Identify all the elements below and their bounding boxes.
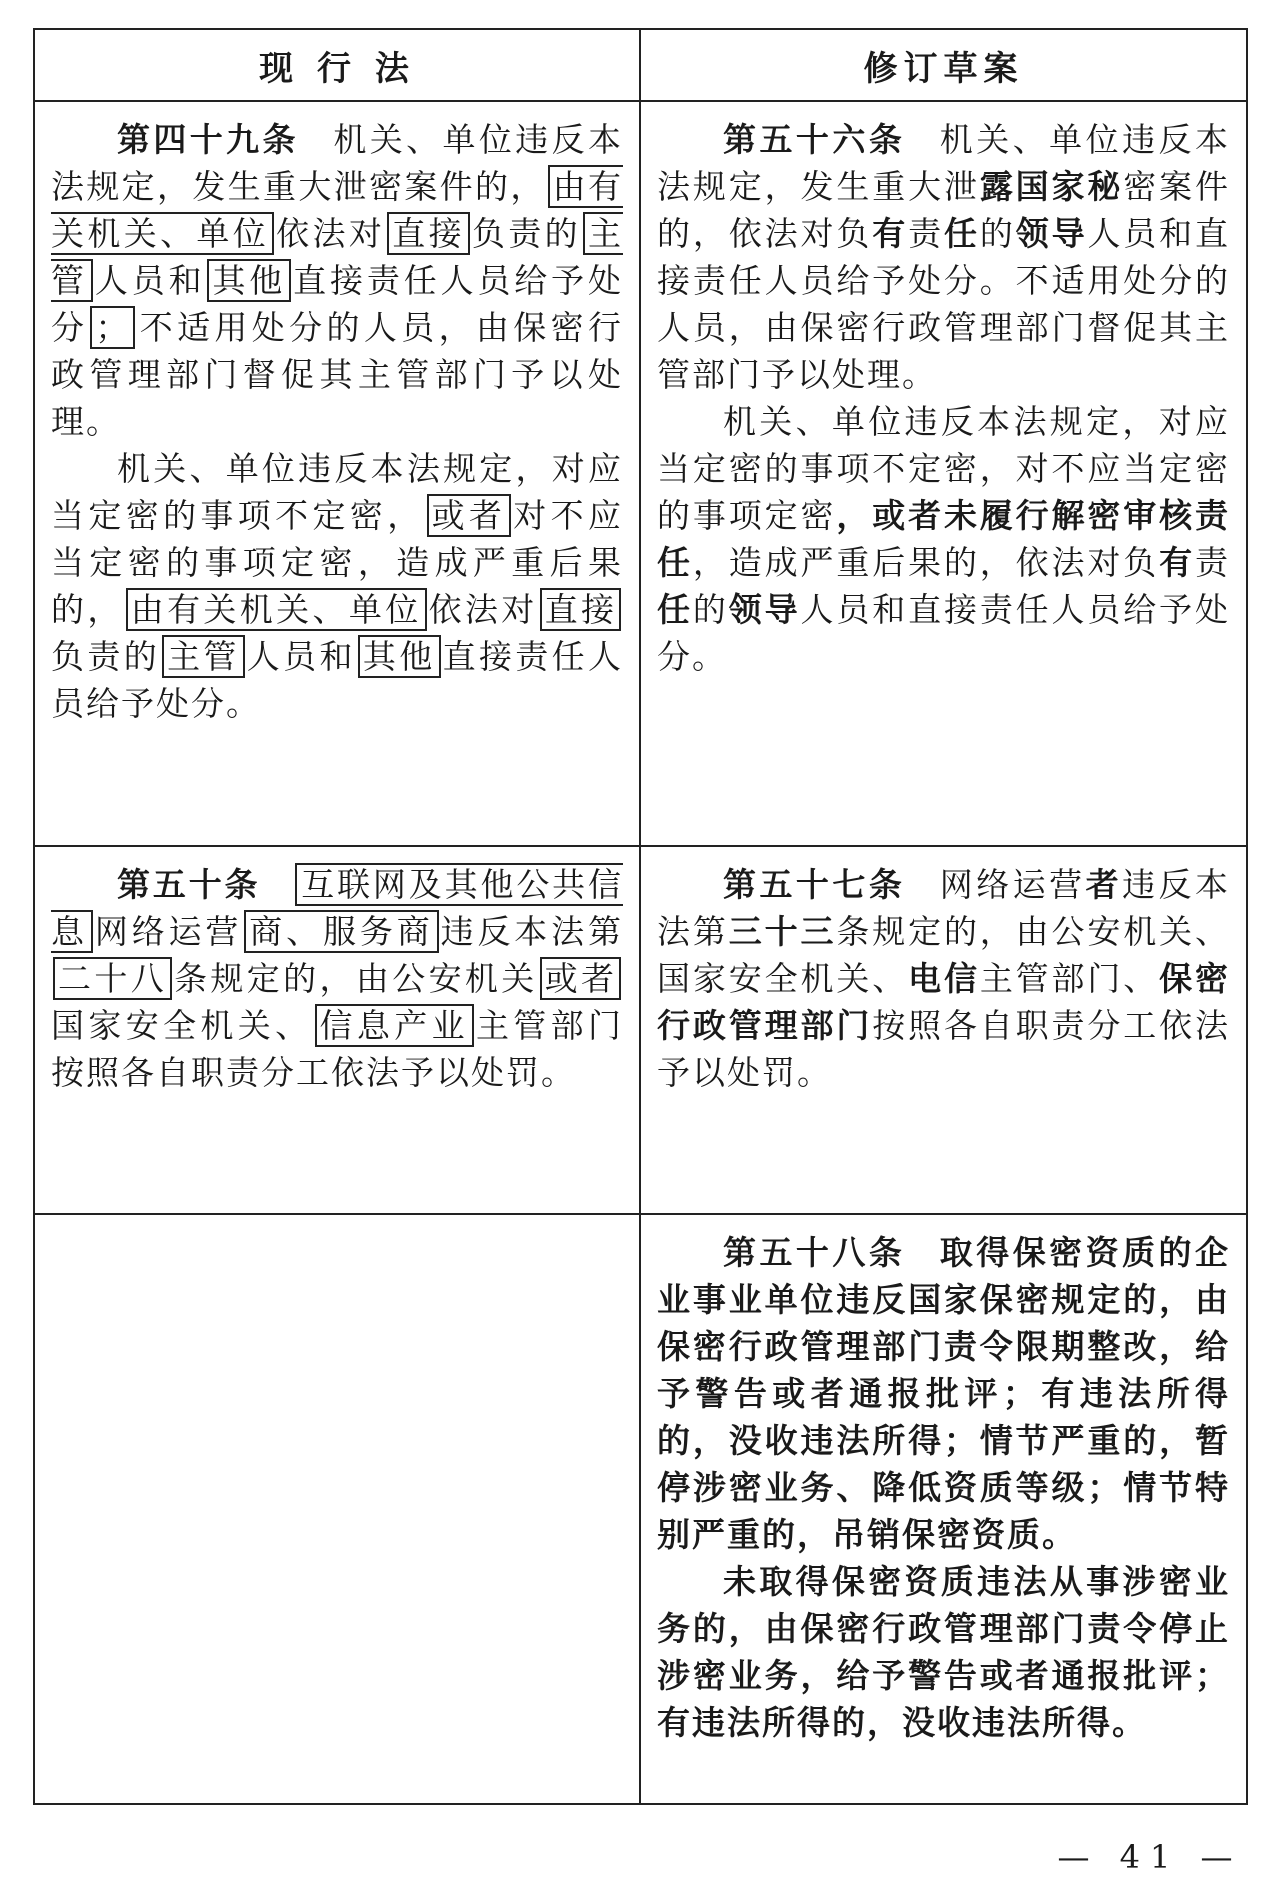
text-segment: 未取得保密资质违法从事涉密业务的，由保密行政管理部门责令停止涉密业务，给予警告或者通报批评；有违法所得的，没收违法所得。: [657, 1562, 1230, 1742]
boxed-deletion: 其他: [358, 635, 441, 678]
bold-amendment: 露国家秘: [979, 167, 1124, 206]
article-paragraph: [51, 445, 623, 727]
text-segment: 人员和直接责任人员给予处分。: [657, 590, 1231, 676]
bold-amendment: 三十三: [728, 912, 837, 951]
article-paragraph: [657, 398, 1230, 680]
text-segment: 的: [979, 214, 1016, 253]
boxed-deletion: 二十八: [53, 957, 172, 1000]
article-paragraph: [657, 1229, 1230, 1558]
boxed-deletion: 直接: [540, 588, 621, 631]
bold-amendment: 者: [1085, 865, 1123, 904]
text-segment: 人员和直接责任人员给予处分。不适用处分的人员，由保密行政管理部门督促其主管部门予以处理。: [657, 214, 1231, 394]
boxed-deletion: 由有关机关、单位: [126, 588, 427, 631]
text-segment: 网络运营: [94, 912, 243, 951]
page-number: — 41 —: [1057, 1838, 1243, 1876]
bold-amendment: 领导: [1015, 214, 1088, 253]
text-segment: 责: [908, 214, 944, 253]
text-segment: 直接责任人员给予处分: [51, 261, 624, 347]
text-segment: 违反本法第: [657, 865, 1231, 951]
text-segment: 国家安全机关、: [51, 1006, 313, 1045]
header-draft: 修订草案: [640, 29, 1247, 101]
text-segment: 责: [1195, 543, 1231, 582]
article-paragraph: [51, 861, 623, 1096]
text-segment: 密案件的，依法对负: [657, 167, 1231, 253]
text-segment: 人员和: [246, 637, 356, 676]
current-law-cell: [34, 101, 640, 846]
text-segment: 按照各自职责分工依法予以处罚。: [657, 1006, 1231, 1092]
boxed-deletion: 由有关机关、单位: [51, 167, 624, 253]
text-segment: ，造成严重后果的，依法对负: [692, 543, 1160, 582]
article-number: 第五十条: [117, 865, 261, 904]
boxed-deletion: 主管: [162, 635, 245, 678]
text-segment: 主管部门按照各自职责分工依法予以处罚。: [51, 1006, 624, 1092]
boxed-deletion: 信息产业: [315, 1004, 474, 1047]
table-row: [34, 101, 1247, 846]
text-segment: 违反本法第: [440, 912, 624, 951]
bold-amendment: 保密行政管理部门: [657, 959, 1231, 1045]
text-segment: 负责的: [471, 214, 582, 253]
current-law-cell-empty: [34, 1214, 640, 1804]
header-current-law: 现 行 法: [34, 29, 640, 101]
text-segment: 的: [692, 590, 729, 629]
table-row: [34, 1214, 1247, 1804]
bold-amendment: 领导: [728, 590, 801, 629]
boxed-deletion: 互联网及其他公共信息: [51, 865, 624, 951]
table-row: [34, 846, 1247, 1214]
boxed-deletion: 或者: [427, 494, 512, 537]
bold-amendment: 有: [1159, 543, 1196, 582]
draft-cell: [640, 101, 1247, 846]
boxed-deletion: 主管: [51, 214, 624, 300]
text-segment: 机关、单位违反本法规定，发生重大泄密案件的，: [51, 120, 624, 206]
text-segment: 主管部门、: [979, 959, 1160, 998]
text-segment: 网络运营: [938, 865, 1086, 904]
bold-amendment: ，或者未履行解密审核责任: [657, 496, 1231, 582]
current-law-cell: [34, 846, 640, 1214]
text-segment: 取得保密资质的企业事业单位违反国家保密规定的，由保密行政管理部门责令限期整改，给予警告或者通报批评；有违法所得的，没收违法所得；情节严重的，暂停涉密业务、降低资质等级；情节特别严重的，吊销保密资质。: [657, 1233, 1231, 1554]
text-segment: 条规定的，由公安机关、国家安全机关、: [657, 912, 1231, 998]
article-paragraph: [657, 1558, 1230, 1746]
text-segment: 依法对: [428, 590, 538, 629]
draft-cell: [640, 1214, 1247, 1804]
boxed-deletion: 或者: [540, 957, 621, 1000]
draft-cell: [640, 846, 1247, 1214]
boxed-deletion: ；: [90, 306, 135, 349]
text-segment: 机关、单位违反本法规定，对应当定密的事项不定密，: [51, 449, 623, 535]
text-segment: 对不应当定密的事项定密，造成严重后果的，: [51, 496, 624, 629]
boxed-deletion: 商、服务商: [244, 910, 438, 953]
article-number: 第四十九条: [117, 120, 299, 159]
text-segment: 依法对: [276, 214, 386, 253]
text-segment: 不适用处分的人员，由保密行政管理部门督促其主管部门予以处理。: [51, 308, 624, 441]
boxed-deletion: 其他: [207, 259, 291, 302]
text-segment: 负责的: [51, 637, 161, 676]
comparison-table: [33, 28, 1248, 1805]
article-paragraph: [657, 861, 1230, 1096]
article-number: 第五十八条: [723, 1233, 906, 1272]
bold-amendment: 有: [872, 214, 909, 253]
text-segment: 条规定的，由公安机关: [174, 959, 538, 998]
boxed-deletion: 直接: [387, 212, 470, 255]
article-paragraph: [657, 116, 1230, 398]
text-segment: 人员和: [94, 261, 206, 300]
text-segment: 机关、单位违反本法规定，对应当定密的事项不定密，对不应当定密的事项定密: [657, 402, 1230, 535]
bold-amendment: 任: [943, 214, 980, 253]
text-segment: 机关、单位违反本法规定，发生重大泄: [657, 120, 1231, 206]
bold-amendment: 任: [657, 590, 693, 629]
article-paragraph: [51, 116, 623, 445]
text-segment: 直接责任人员给予处分。: [51, 637, 624, 723]
article-number: 第五十七条: [723, 865, 906, 904]
header-row: [34, 29, 1247, 101]
article-number: 第五十六条: [723, 120, 906, 159]
bold-amendment: 电信: [908, 959, 980, 998]
